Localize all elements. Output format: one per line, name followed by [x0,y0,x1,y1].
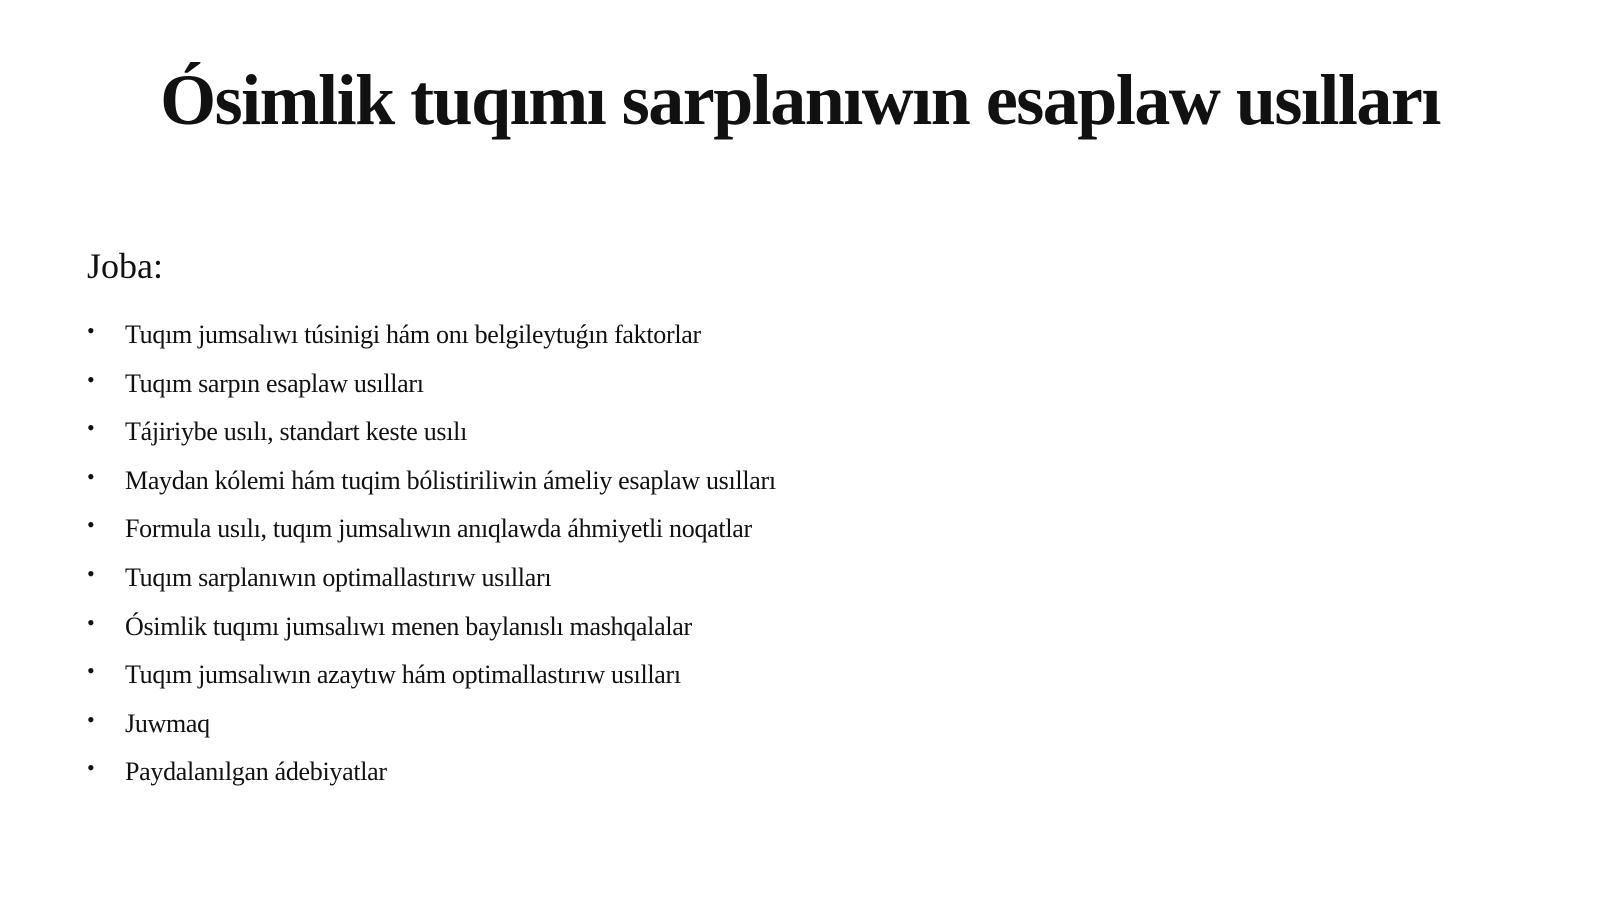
bullet-icon: • [87,463,95,489]
agenda-item-text: Formula usılı, tuqım jumsalıwın anıqlawda áhmiyetli noqatlar [125,514,752,544]
bullet-icon: • [87,512,95,538]
agenda-item-text: Tuqım sarpın esaplaw usılları [125,368,424,398]
bullet-icon: • [87,755,95,781]
agenda-item-text: Juwmaq [125,708,210,738]
slide-title: Ósimlik tuqımı sarplanıwın esaplaw usılları [160,60,1440,140]
bullet-icon: • [87,658,95,684]
bullet-icon: • [87,318,95,343]
agenda-item-text: Maydan kólemi hám tuqim bólistiriliwin ámeliy esaplaw usılları [125,465,776,495]
agenda-item-text: Tuqım sarplanıwın optimallastırıw usılları [125,562,552,592]
agenda-item-text: Ósimlik tuqımı jumsalıwı menen baylanıslı mashqalalar [125,611,692,641]
bullet-icon: • [87,706,95,732]
agenda-item-text: Tuqım jumsalıwı túsinigi hám onı belgileytuǵın faktorlar [125,320,701,349]
agenda-heading: Joba: [87,246,163,286]
bullet-icon: • [87,366,95,392]
bullet-icon: • [87,560,95,586]
agenda-item-text: Tuqım jumsalıwın azaytıw hám optimallastırıw usılları [125,660,681,690]
agenda-item-text: Paydalanılgan ádebiyatlar [125,757,387,787]
agenda-item-text: Tájiriybe usılı, standart keste usılı [125,417,467,447]
bullet-icon: • [87,609,95,635]
bullet-icon: • [87,415,95,441]
